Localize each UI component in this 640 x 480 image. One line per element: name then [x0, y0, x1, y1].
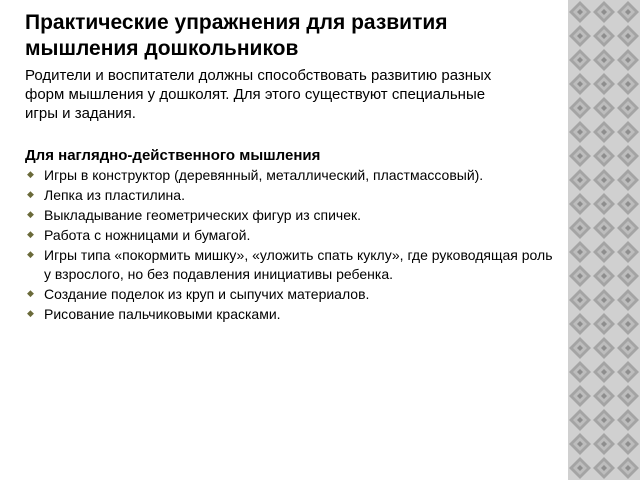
bullet-icon: ◆	[27, 249, 34, 259]
decorative-pattern-strip	[568, 0, 640, 480]
bullet-icon: ◆	[27, 308, 34, 318]
bullet-text: Рисование пальчиковыми красками.	[44, 306, 281, 322]
bullet-text: Работа с ножницами и бумагой.	[44, 227, 251, 243]
slide-title-line-2: мышления дошкольников	[25, 37, 299, 60]
slide-title-line-1: Практические упражнения для развития	[25, 11, 448, 34]
bullet-item	[25, 186, 560, 205]
intro-line-1: Родители и воспитатели должны способствовать развитию разных	[25, 67, 492, 84]
bullet-icon: ◆	[27, 229, 34, 239]
bullet-item	[25, 285, 560, 304]
bullet-text: Выкладывание геометрических фигур из спичек.	[44, 207, 362, 223]
bullet-item	[25, 246, 560, 284]
bullet-text: Игры в конструктор (деревянный, металлический, пластмассовый).	[44, 167, 484, 183]
intro-paragraph	[25, 66, 560, 123]
bullet-text: Лепка из пластилина.	[44, 187, 185, 203]
bullet-icon: ◆	[27, 189, 34, 199]
bullet-text: Игры типа «покормить мишку», «уложить спать куклу», где руководящая роль у взрослого, но без подавления инициативы ребенка.	[44, 247, 553, 282]
slide-title	[25, 10, 560, 62]
pattern-fill	[568, 0, 640, 480]
bullet-item	[25, 206, 560, 225]
bullet-icon: ◆	[27, 209, 34, 219]
bullet-icon: ◆	[27, 169, 34, 179]
bullet-item	[25, 166, 560, 185]
bullet-item	[25, 305, 560, 324]
slide-content	[25, 10, 560, 324]
bullet-list	[25, 166, 560, 324]
bullet-text: Создание поделок из круп и сыпучих материалов.	[44, 286, 370, 302]
bullet-item	[25, 226, 560, 245]
section-heading: Для наглядно-действенного мышления	[25, 147, 321, 164]
intro-line-3: игры и задания.	[25, 105, 136, 122]
bullet-icon: ◆	[27, 288, 34, 298]
intro-line-2: форм мышления у дошколят. Для этого существуют специальные	[25, 86, 486, 103]
